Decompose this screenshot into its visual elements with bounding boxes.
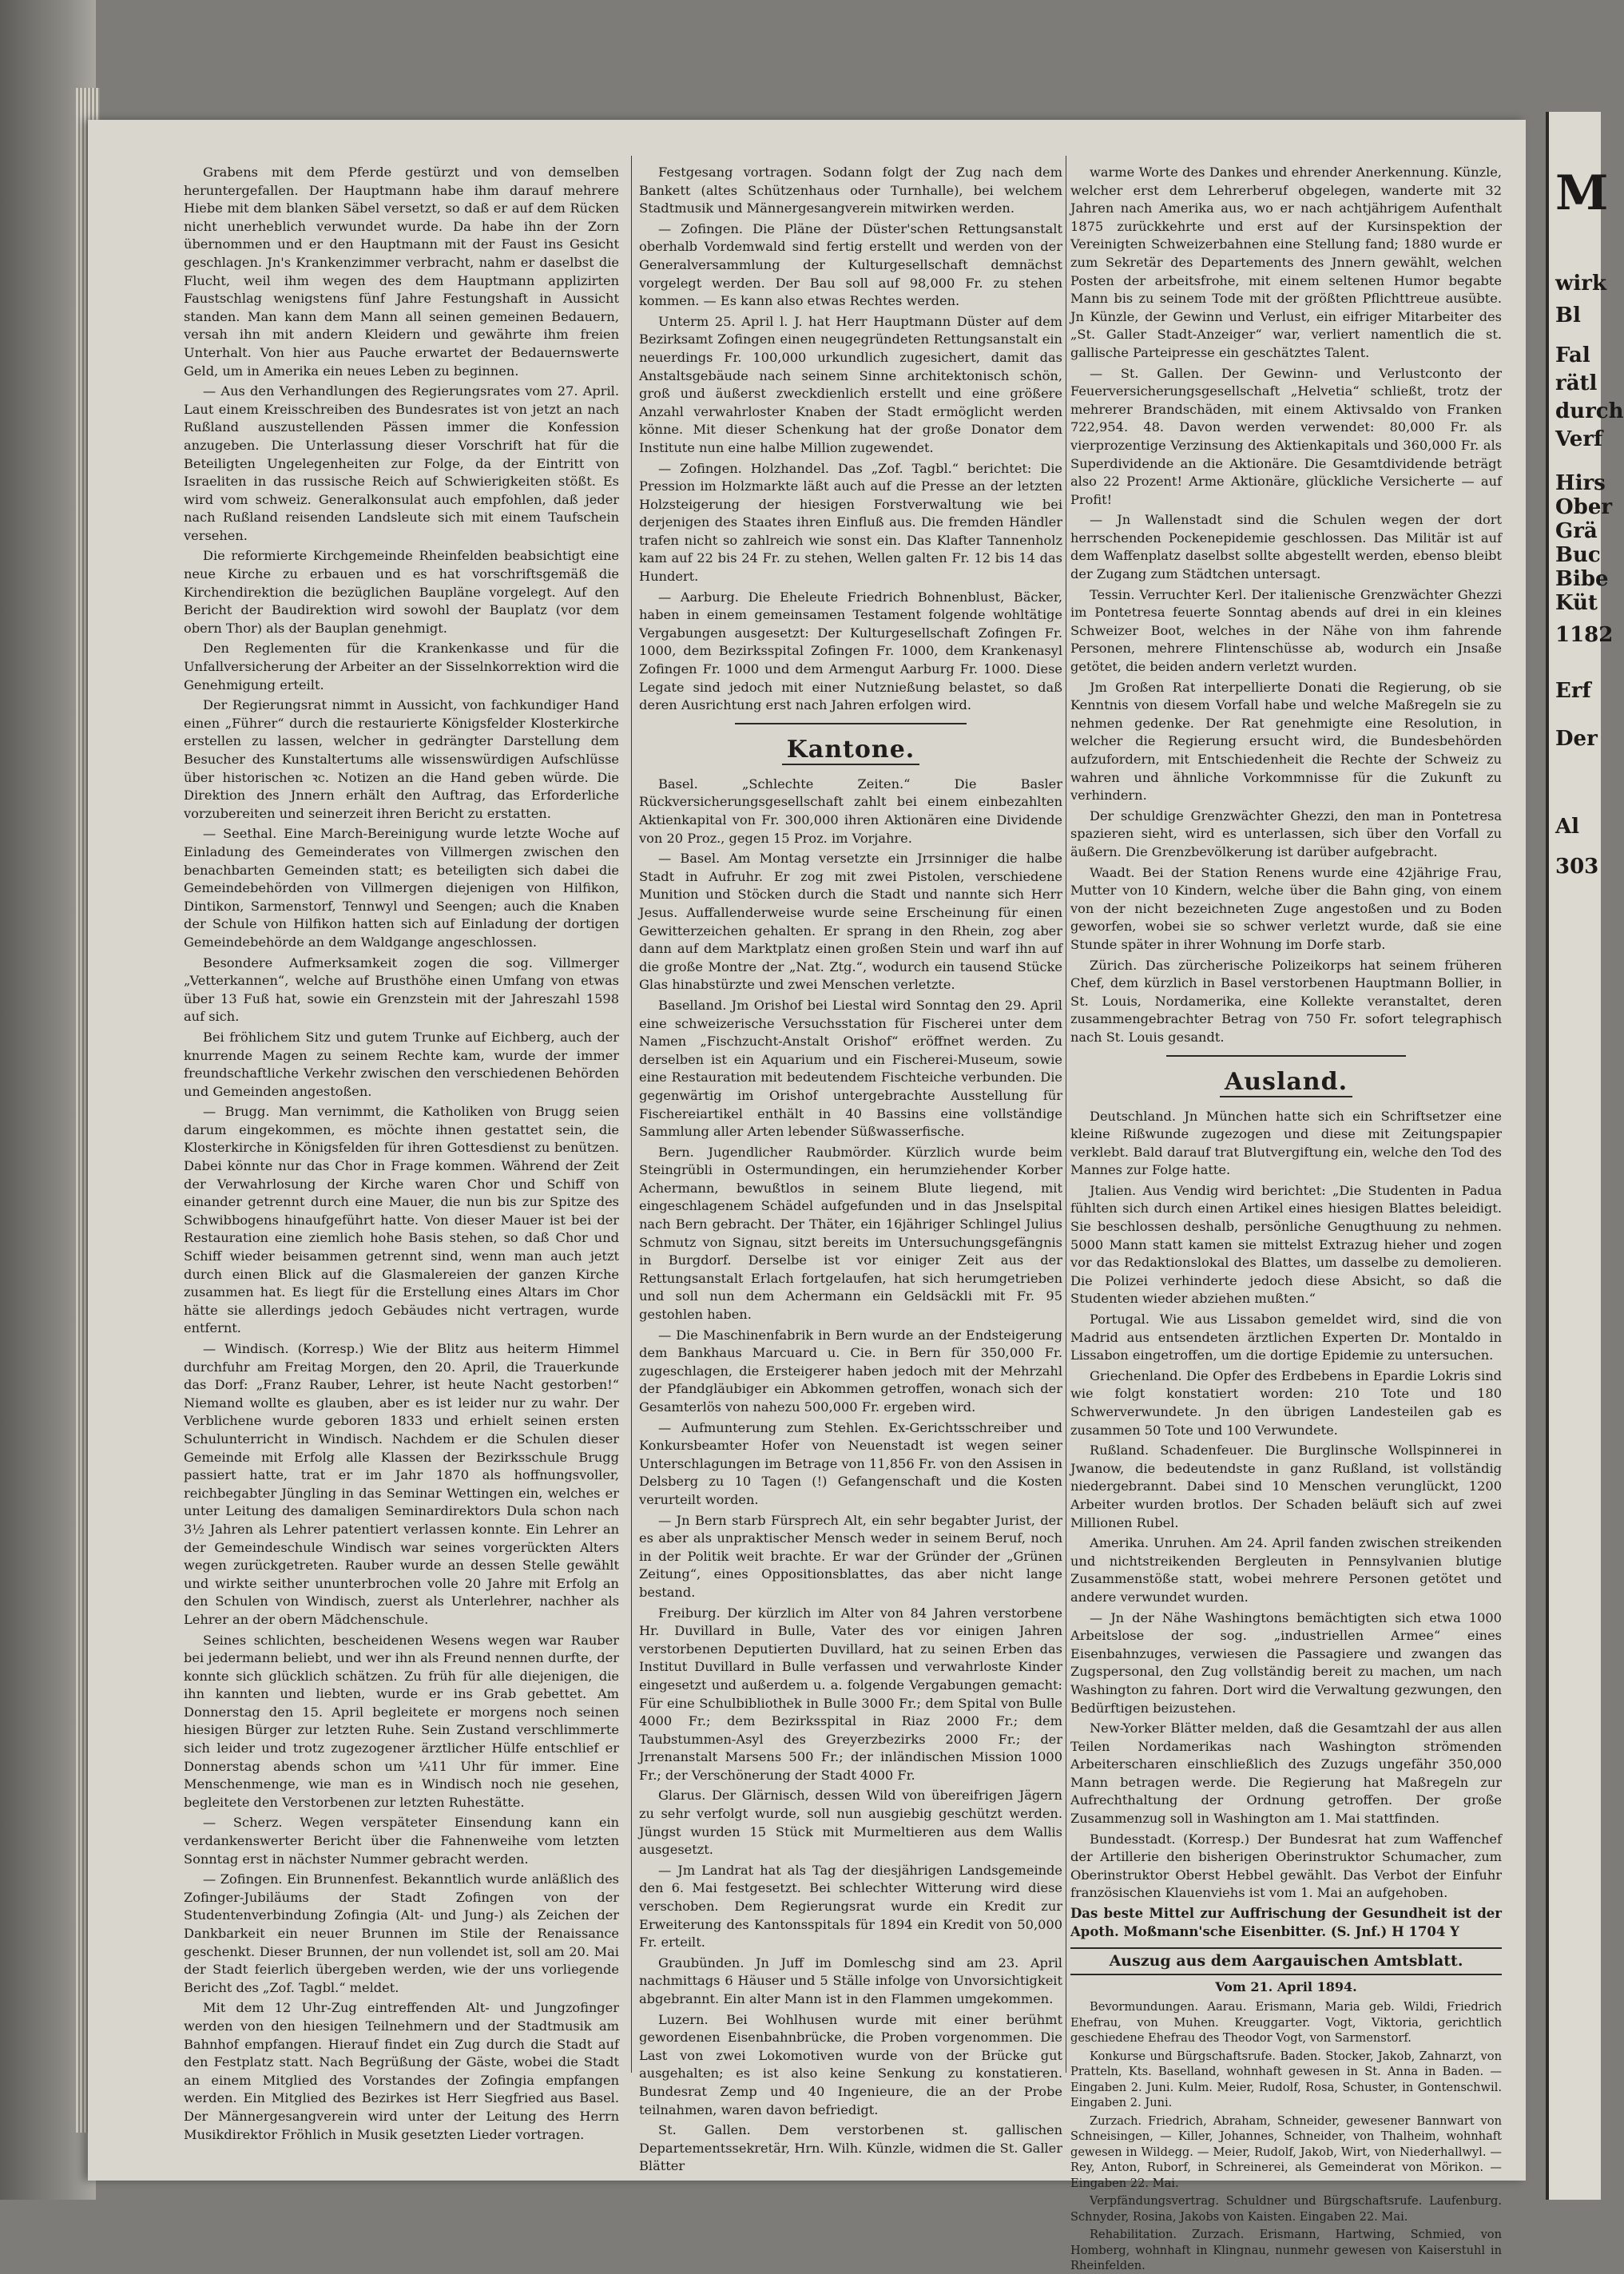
article-paragraph: — Zofingen. Holzhandel. Das „Zof. Tagbl.“ berichtet: Die Pression im Holzmarkte läßt auch auf die Presse an der letzten Holzsteigerung der hiesigen Forstverwaltung wie bei derjenigen des Staates ihren Einfluß aus. Die fremden Händler trafen nicht so zahlreich wie sonst ein. Das Klafter Tannenholz kam auf 22 bis 24 Fr. zu stehen, Wellen galten Fr. 12 bis 14 das Hundert. — [639, 460, 1062, 585]
section-title-ausland: Ausland. — [1070, 1068, 1502, 1097]
article-paragraph: — Brugg. Man vernimmt, die Katholiken von Brugg seien darum eingekommen, es möchte ihnen gestattet sein, die Klosterkirche in Königsfelden für ihren Gottesdienst zu benützen. Dabei könnte nur das Chor in Frage kommen. Während der Zeit der Verwahrlosung der Kirche waren Chor und Schiff von einander getrennt durch eine Mauer, die nun bis zur Spitze des Schwibbogens hinaufgeführt hatte. Von dieser Mauer ist bei der Restauration eine ziemlich hohe Basis stehen, so daß Chor und Schiff wieder beisammen getrennt sind, wenn man auch jetzt durch einen Blick auf die Glasmalereien der ganzen Kirche zusammen hat. Es liegt für die Erstellung eines Altars im Chor hätte sie allerdings jedoch Gebäudes nicht vertragen, wurde entfernt. — [184, 1104, 619, 1336]
next-page-text-fragment: Erf — [1555, 679, 1591, 703]
article-paragraph: Rußland. Schadenfeuer. Die Burglinsche Wollspinnerei in Jwanow, die bedeutendste in ganz Rußland, ist vollständig niedergebrannt. Dabei sind 10 Menschen verunglückt, 1200 Arbeiter wurden brotlos. Der Schaden beläuft sich auf zwei Millionen Rubel. — [1070, 1443, 1502, 1530]
article-paragraph: — Aus den Verhandlungen des Regierungsrates vom 27. April. Laut einem Kreisschreiben des Bundesrates ist von jetzt an nach Rußland auszustellenden Pässen immer die Konfession anzugeben. Die Unterlassung dieser Vorschrift hat für die Beteiligten Ungelegenheiten zur Folge, da der Eintritt von Israeliten in das russische Reich auf Schwierigkeiten stößt. Es wird vom schweiz. Generalkonsulat auch empfohlen, daß jeder nach Rußland reisenden Landsleute sich mit einem Taufschein versehen. — [184, 383, 619, 543]
article-paragraph: — Scherz. Wegen verspäteter Einsendung kann ein verdankenswerter Bericht über die Fahnenweihe vom letzten Sonntag erst in nächster Nummer gebracht werden. — [184, 1815, 619, 1867]
article-paragraph: Bundesstadt. (Korresp.) Der Bundesrat hat zum Waffenchef der Artillerie den bisherigen Oberinstruktor Schumacher, zum Oberinstruktor Oberst Hebbel gewählt. Das Verbot der Einfuhr französischen Klauenviehs ist vom 1. Mai an aufgehoben. — [1070, 1831, 1502, 1901]
article-paragraph: — Jn der Nähe Washingtons bemächtigten sich etwa 1000 Arbeitslose der sog. „industriellen Armee“ eines Eisenbahnzuges, verwiesen die Passagiere und zwangen das Zugspersonal, den Zug vollständig bereit zu machen, um nach Washington zu fahren. Dort wird die Verwaltung gezwungen, den Bedürftigen beizustehen. — [1070, 1609, 1502, 1716]
article-paragraph: Mit dem 12 Uhr-Zug eintreffenden Alt- und Jungzofinger werden von den hiesigen Teilnehmern und der Stadtmusik am Bahnhof empfangen. Hierauf findet ein Zug durch die Stadt auf den Festplatz statt. Nach Begrüßung der Gäste, wobei die Stadt an einem Mitglied des Vorstandes der Zofingia empfangen werden. Ein Mitglied des Bezirkes ist Herr Siegfried aus Basel. Der Männergesangverein wird unter der Leitung des Herrn Musikdirektor Fröhlich in Musik gesetzten Lieder vortragen. — [184, 2000, 619, 2142]
next-page-text-fragment: Ober — [1555, 495, 1613, 519]
article-paragraph: Zürich. Das zürcherische Polizeikorps hat seinem früheren Chef, dem kürzlich in Basel verstorbenen Hauptmann Bollier, in St. Louis, Nordamerika, eine Kollekte veranstaltet, deren zusammengebrachter Betrag von 750 Fr. sofort telegraphisch nach St. Louis gesandt. — [1070, 957, 1502, 1045]
next-page-text-fragment: Der — [1555, 727, 1598, 751]
column-rule — [631, 156, 632, 2073]
next-page-text-fragment: wirk — [1555, 272, 1606, 296]
amtsblatt-entry: Bevormundungen. Aarau. Erismann, Maria geb. Wildi, Friedrich Ehefrau, von Muhen. Kreuggarter. Vogt, Viktoria, gerichtlich geschiedene Ehefrau des Theodor Vogt, von Sarmenstorf. — [1070, 2000, 1502, 2046]
article-paragraph: Seines schlichten, bescheidenen Wesens wegen war Rauber bei jedermann beliebt, und wer ihn als Freund nennen durfte, der konnte sich glücklich schätzen. Zu früh für alle diejenigen, die ihn kannten und liebten, wurde er ins Grab gebettet. Am Donnerstag den 15. April begleitete er morgens noch seinen hiesigen Bürger zur letzten Ruhe. Sein Zustand verschlimmerte sich leider und trotz zugezogener ärztlicher Hülfe entschlief er Donnerstag abends schon um ¼11 Uhr für immer. Eine Menschenmenge, wie man es in Windisch noch nie gesehen, begleitete den Verstorbenen zur letzten Ruhestätte. — [184, 1632, 619, 1810]
article-paragraph: St. Gallen. Dem verstorbenen st. gallischen Departementssekretär, Hrn. Wilh. Künzle, widmen die St. Galler Blätter — [639, 2122, 1062, 2174]
amtsblatt-entry: Verpfändungsvertrag. Schuldner und Bürgschaftsrufe. Laufenburg. Schnyder, Rosina, Jakobs von Kaisten. Eingaben 22. Mai. — [1070, 2194, 1502, 2224]
next-page-text-fragment: M — [1555, 165, 1609, 221]
article-paragraph: Portugal. Wie aus Lissabon gemeldet wird, sind die von Madrid aus entsendeten ärztlichen Experten Dr. Montaldo in Lissabon eingetroffen, um die dortige Epidemie zu untersuchen. — [1070, 1312, 1502, 1363]
next-page-text-fragment: 303 — [1555, 855, 1599, 879]
article-paragraph: Jm Großen Rat interpellierte Donati die Regierung, ob sie Kenntnis von diesem Vorfall habe und welche Maßregeln sie zu nehmen gedenke. Der Rat genehmigte eine Resolution, in welcher die Regierung ersucht wird, die Bundesbehörden aufzufordern, mit Entschiedenheit die Rechte der Schweiz zu wahren und ähnliche Vorkommnisse für die Zukunft zu verhindern. — [1070, 679, 1502, 804]
next-page-text-fragment: Bibe — [1555, 567, 1609, 591]
next-page-text-fragment: Buc — [1555, 543, 1601, 567]
next-page-text-fragment: 1182 — [1555, 623, 1614, 647]
article-paragraph: Basel. „Schlechte Zeiten.“ Die Basler Rückversicherungsgesellschaft zahlt bei einem einbezahlten Aktienkapital von Fr. 300,000 ihren Aktionären eine Dividende von 20 Proz., gegen 15 Proz. im Vorjahre. — [639, 776, 1062, 846]
amtsblatt-entry: Zurzach. Friedrich, Abraham, Schneider, gewesener Bannwart von Schneisingen, — Killer, Johannes, Schneider, von Thalheim, wohnhaft gewesen in Wildegg. — Meier, Rudolf, Jakob, Wirt, von Niederhallwyl. — Rey, Anton, Ruborf, in Schreinerei, als Gemeinderat von Mörikon. — Eingaben 22. Mai. — [1070, 2113, 1502, 2190]
article-paragraph: Graubünden. Jn Juff im Domleschg sind am 23. April nachmittags 6 Häuser und 5 Ställe infolge von Unvorsichtigkeit abgebrannt. Ein alter Mann ist in den Flammen umgekommen. — [639, 1955, 1062, 2006]
amtsblatt-title: Auszug aus dem Aargauischen Amtsblatt. — [1070, 1947, 1502, 1975]
article-paragraph: Der schuldige Grenzwächter Ghezzi, den man in Pontetresa spazieren sieht, wird es unterlassen, sich über den Vorfall zu äußern. Die Grenzbevölkerung ist darüber aufgebracht. — [1070, 808, 1502, 859]
article-paragraph: Der Regierungsrat nimmt in Aussicht, von fachkundiger Hand einen „Führer“ durch die restaurierte Königsfelder Klosterkirche erstellen zu lassen, welcher in gedrängter Darstellung dem Besucher des Kunstaltertums alle wissenswürdigen Aufschlüsse über historischen ꝛc. Notizen an die Hand geben würde. Die Direktion des Jnnern erhält den Auftrag, das Erforderliche vorzubereiten und seinerzeit ihren Bericht zu erstatten. — [184, 697, 619, 821]
article-paragraph: — Basel. Am Montag versetzte ein Jrrsinniger die halbe Stadt in Aufruhr. Er zog mit zwei Pistolen, verschiedene Munition und Stöcken durch die Stadt und nannte sich Herr Jesus. Auffallenderweise wurde seine Erscheinung für einen Gewitterzeichen gehalten. Er sprang in den Rhein, zog aber dann auf dem Marktplatz einen großen Stein und warf ihn auf die große Montre der „Nat. Ztg.“, wodurch ein tausend Stücke Glas hinabstürzte und zwei Menschen verletzte. — [639, 851, 1062, 993]
next-page-text-fragment: Küt — [1555, 591, 1598, 615]
next-page-text-fragment: Al — [1555, 815, 1580, 839]
article-paragraph: Glarus. Der Glärnisch, dessen Wild von übereifrigen Jägern zu sehr verfolgt wurde, soll nun ausgiebig geschützt werden. Jüngst wurden 15 Stück mit Murmeltieren aus dem Wallis ausgesetzt. — [639, 1788, 1062, 1858]
article-paragraph: Amerika. Unruhen. Am 24. April fanden zwischen streikenden und nichtstreikenden Bergleuten in Pennsylvanien blutige Zusammenstöße statt, wobei mehrere Personen getötet und andere verwundet wurden. — [1070, 1535, 1502, 1605]
article-paragraph: — Aarburg. Die Eheleute Friedrich Bohnenblust, Bäcker, haben in einem gemeinsamen Testament folgende wohltätige Vergabungen ausgesetzt: Der Kulturgesellschaft Zofingen Fr. 1000, dem Bezirksspital Zofingen Fr. 1000, dem Krankenasyl Zofingen Fr. 1000 und dem Armengut Aarburg Fr. 1000. Diese Legate sind jedoch mit einer Nutznießung belastet, so daß deren Ausrichtung erst nach Jahren erfolgen wird. — [639, 589, 1062, 713]
article-paragraph: Tessin. Verruchter Kerl. Der italienische Grenzwächter Ghezzi im Pontetresa feuerte Sonntag abends auf drei in ein kleines Schweizer Boot, welches in der Nähe von ihm fahrende Personen, mehrere Flintenschüsse ab, wodurch ein Jnsaße getötet, die beiden andern verletzt wurden. — [1070, 586, 1502, 675]
next-page-text-fragment: Bl — [1555, 304, 1581, 327]
article-paragraph: Bei fröhlichem Sitz und gutem Trunke auf Eichberg, auch der knurrende Magen zu seinem Rechte kam, wurde der immer freundschaftliche Verkehr zwischen den verschiedenen Behörden und Gemeinden angestoßen. — [184, 1029, 619, 1099]
section-divider — [735, 723, 967, 724]
column-1 — [184, 164, 619, 2142]
article-paragraph: — Jn Wallenstadt sind die Schulen wegen der dort herrschenden Pockenepidemie geschlossen. Das Militär ist auf dem Waffenplatz daselbst sollte abgestellt werden, ebenso bleibt der Zugang zum Städtchen untersagt. — [1070, 512, 1502, 582]
next-page-text-fragment: Grä — [1555, 519, 1598, 543]
amtsblatt-date: Vom 21. April 1894. — [1215, 1978, 1357, 1994]
article-paragraph: — Die Maschinenfabrik in Bern wurde an der Endsteigerung dem Bankhaus Marcuard u. Cie. in Bern für 350,000 Fr. zugeschlagen, die Ersteigerer haben jedoch mit der Mehrzahl der Pfandgläubiger ein Abkommen getroffen, wonach sich der Gesamterlös von nahezu 500,000 Fr. ergeben wird. — [639, 1327, 1062, 1415]
article-paragraph: — Zofingen. Die Pläne der Düster'schen Rettungsanstalt oberhalb Vordemwald sind fertig erstellt und werden von der Generalversammlung der Kulturgesellschaft demnächst vorgelegt werden. Der Bau soll auf 98,000 Fr. zu stehen kommen. — Es kann also etwas Rechtes werden. — [639, 220, 1062, 309]
section-title-kantone: Kantone. — [639, 736, 1062, 764]
column-2 — [639, 164, 1062, 2174]
article-paragraph: — Windisch. (Korresp.) Wie der Blitz aus heiterm Himmel durchfuhr am Freitag Morgen, den 20. April, die Trauerkunde das Dorf: „Franz Rauber, Lehrer, ist heute Nacht gestorben!“ Niemand wollte es glauben, aber es ist leider nur zu wahr. Der Verblichene wurde geboren 1833 und erhielt seinen ersten Schulunterricht in Windisch. Nachdem er die Schulen dieser Gemeinde mit Erfolg alle Klassen der Bezirksschule Brugg passiert hatte, trat er im Jahr 1870 als hoffnungsvoller, reichbegabter Jüngling in das Seminar Wettingen ein, welches er unter Leitung des damaligen Seminardirektors Dula schon nach 3½ Jahren als Lehrer patentiert verlassen konnte. Ein Lehrer an der Gemeindeschule Windisch war seines vorgerückten Alters wegen zurückgetreten. Rauber wurde an dessen Stelle gewählt und wirkte seither ununterbrochen volle 20 Jahre mit Erfolg an den Schulen von Windisch, zuerst als Unterlehrer, nachher als Lehrer an der obern Mädchenschule. — [184, 1341, 619, 1627]
article-paragraph: warme Worte des Dankes und ehrender Anerkennung. Künzle, welcher erst dem Lehrerberuf obgelegen, wanderte mit 32 Jahren nach Amerika aus, wo er nach achtjährigem Aufenthalt 1875 zurückkehrte und erst auf der Kursinspektion der Vereinigten Schweizerbahnen eine Stellung fand; 1880 wurde er zum Sekretär des Departements des Jnnern gewählt, welchen Posten der arbeitsfrohe, mit einem seltenen Humor begabte Mann bis zu seinem Tode mit der größten Pflichttreue ausübte. Jn Künzle, der Gewinn und Verlust, ein eifriger Mitarbeiter des „St. Galler Stadt-Anzeiger“ war, verliert namentlich die st. gallische Parteipresse ein geschätztes Talent. — [1070, 165, 1502, 360]
article-paragraph: Grabens mit dem Pferde gestürzt und von demselben heruntergefallen. Der Hauptmann habe ihm darauf mehrere Hiebe mit dem blanken Säbel versetzt, so daß er auf dem Rücken nicht unerheblich verwundet wurde. Da habe ihn der Zorn übernommen und er den Hauptmann mit der Faust ins Gesicht geschlagen. Jn's Krankenzimmer verbracht, nahm er daselbst die Flucht, weil ihm wegen des dem Hauptmann applizirten Faustschlag wenigstens fünf Jahre Festungshaft in Aussicht standen. Man kann dem Mann all seinen gemeinen Bedauern, versah ihn mit andern Kleidern und gewährte ihm freien Unterhalt. Von hier aus Pauche erwartet der Bedauernswerte Geld, um in Amerika ein neues Leben zu beginnen. — [184, 165, 619, 379]
article-paragraph: Die reformierte Kirchgemeinde Rheinfelden beabsichtigt eine neue Kirche zu erbauen und es hat vorschriftsgemäß die Kirchendirektion die bezüglichen Baupläne vorgelegt. Auf den Bericht der Baudirektion wird sowohl der Bauplatz (vor dem obern Thor) als der Bauplan genehmigt. — [184, 548, 619, 636]
article-paragraph: Deutschland. Jn München hatte sich ein Schriftsetzer eine kleine Rißwunde zugezogen und diese mit Zeitungspapier verklebt. Bald darauf trat Blutvergiftung ein, welche den Tod des Mannes zur Folge hatte. — [1070, 1108, 1502, 1178]
article-paragraph: Jtalien. Aus Vendig wird berichtet: „Die Studenten in Padua fühlten sich durch einen Artikel eines hiesigen Blattes beleidigt. Sie beschlossen deshalb, persönliche Genugthuung zu nehmen. 5000 Mann statt kamen sie mittelst Extrazug hieher und zogen vor das Redaktionslokal des Blattes, um dasselbe zu demolieren. Die Polizei verhinderte jedoch diese Absicht, so daß die Studenten wieder abziehen mußten.“ — [1070, 1182, 1502, 1307]
next-page-text-fragment: Hirs — [1555, 471, 1606, 495]
amtsblatt-entry: Rehabilitation. Zurzach. Erismann, Hartwing, Schmied, von Homberg, wohnhaft in Klingnau, nunmehr gewesen von Kaiserstuhl in Rheinfelden. — [1070, 2228, 1502, 2273]
column-3 — [1070, 164, 1502, 2273]
advertisement-notice: Das beste Mittel zur Auffrischung der Gesundheit ist der Apoth. Moßmann'sche Eisenbitter. (S. Jnf.) H 1704 Y — [1070, 1906, 1502, 1939]
next-page-text-fragment: Fal — [1555, 343, 1590, 367]
article-paragraph: New-Yorker Blätter melden, daß die Gesamtzahl der aus allen Teilen Nordamerikas nach Washington strömenden Arbeiterscharen einschließlich des Zuzugs ungefähr 350,000 Mann betragen werde. Die Regierung hat Maßregeln zur Aufrechthaltung der Ordnung getroffen. Der große Zusammenzug soll in Washington am 1. Mai stattfinden. — [1070, 1720, 1502, 1827]
article-paragraph: — Zofingen. Ein Brunnenfest. Bekanntlich wurde anläßlich des Zofinger-Jubiläums der Stadt Zofingen von der Studentenverbindung Zofingia (Alt- und Jung-) als Zeichen der Dankbarkeit ein neuer Brunnen im Stile der Renaissance geschenkt. Dieser Brunnen, der nun vollendet ist, soll am 20. Mai der Stadt feierlich übergeben werden, wie der uns vorliegende Bericht des „Zof. Tagbl.“ meldet. — [184, 1871, 619, 1995]
next-page-edge — [1546, 112, 1624, 2200]
article-paragraph: Freiburg. Der kürzlich im Alter von 84 Jahren verstorbene Hr. Duvillard in Bulle, Vater des vor einigen Jahren verstorbenen Deputierten Duvillard, hat zu seinen Erben das Institut Duvillard in Bulle verfassen und verwahrloste Kinder eingesetzt und außerdem u. a. folgende Vergabungen gemacht: Für eine Schulbibliothek in Bulle 3000 Fr.; dem Spital von Bulle 4000 Fr.; dem Bezirksspital in Riaz 2000 Fr.; dem Taubstummen-Asyl des Greyerzbezirks 2000 Fr.; der Jrrenanstalt Marsens 500 Fr.; der inländischen Mission 1000 Fr.; der Verschönerung der Stadt 4000 Fr. — [639, 1605, 1062, 1783]
article-paragraph: Besondere Aufmerksamkeit zogen die sog. Villmerger „Vetterkannen“, welche auf Brusthöhe einen Umfang von etwas über 13 Fuß hat, sowie ein Grenzstein mit der Jahreszahl 1598 auf sich. — [184, 954, 619, 1025]
article-paragraph: — Seethal. Eine March-Bereinigung wurde letzte Woche auf Einladung des Gemeinderates von Villmergen zwischen den benachbarten Gemeinden statt; es beteiligten sich dabei die Gemeindebehörden von Villmergen diejenigen von Hilfikon, Dintikon, Sarmenstorf, Tennwyl und Seengen; auch die Knaben der Schule von Hilfikon hatten sich auf Einladung der dortigen Gemeindebehörde an dem Waldgange angeschlossen. — [184, 826, 619, 950]
article-paragraph: — Aufmunterung zum Stehlen. Ex-Gerichtsschreiber und Konkursbeamter Hofer von Neuenstadt ist wegen seiner Unterschlagungen im Betrage von 11,856 Fr. von den Assisen in Delsberg zu 10 Tagen (!) Gefangenschaft und die Kosten verurteilt worden. — [639, 1419, 1062, 1507]
article-paragraph: — Jm Landrat hat als Tag der diesjährigen Landsgemeinde den 6. Mai festgesetzt. Bei schlechter Witterung wird diese verschoben. Dem Regierungsrat wurde ein Kredit zur Erweiterung des Kantonsspitals für 1894 ein Kredit von 50,000 Fr. erteilt. — [639, 1862, 1062, 1951]
article-paragraph: Unterm 25. April l. J. hat Herr Hauptmann Düster auf dem Bezirksamt Zofingen einen neugegründeten Rettungsanstalt ein neuerdings Fr. 100,000 urkundlich zugesichert, damit das Anstaltsgebäude nach seinem Sinne architektonisch schön, groß und äußerst zweckdienlich erstellt und eine größere Anzahl verwahrloster Knaben der Stadt ermöglicht werden könne. Mit dieser Schenkung hat der große Donator dem Institute nun eine halbe Million zugewendet. — [639, 313, 1062, 455]
article-paragraph: Den Reglementen für die Krankenkasse und für die Unfallversicherung der Arbeiter an der Sisselnkorrektion wird die Genehmigung erteilt. — [184, 641, 619, 693]
article-paragraph: Baselland. Jm Orishof bei Liestal wird Sonntag den 29. April eine schweizerische Versuchsstation für Fischerei unter dem Namen „Fischzucht-Anstalt Orishof“ eröffnet werden. Zu derselben ist ein Aquarium und ein Fischerei-Museum, sowie eine Restauration mit bedeutendem Fischteiche verbunden. Die gegenwärtig im Orishof untergebrachte Ausstellung für Fischereiartikel enthält in 40 Bassins eine vollständige Sammlung aller Arten lebender Süßwasserfische. — [639, 997, 1062, 1140]
amtsblatt-entry: Konkurse und Bürgschaftsrufe. Baden. Stocker, Jakob, Zahnarzt, von Pratteln, Kts. Baselland, wohnhaft gewesen in St. Anna in Baden. — Eingaben 2. Juni. Kulm. Meier, Rudolf, Rosa, Schuster, in Gontenschwil. Eingaben 2. Juni. — [1070, 2049, 1502, 2110]
article-paragraph: — St. Gallen. Der Gewinn- und Verlustconto der Feuerversicherungsgesellschaft „Helvetia“ schließt, trotz der mehrerer Brandschäden, mit einem Aktivsaldo von Franken 722,954. 48. Davon werden verwendet: 80,000 Fr. als vierprozentige Verzinsung des Aktienkapitals und 360,000 Fr. als Superdividende an die Aktionäre. Die Gesamtdividende beträgt also 22 Prozent! Arme Aktionäre, glückliche Versicherte — auf Profit! — [1070, 365, 1502, 507]
next-page-text-fragment: durch — [1555, 399, 1624, 423]
next-page-text-fragment: rätl — [1555, 371, 1598, 395]
article-paragraph: Festgesang vortragen. Sodann folgt der Zug nach dem Bankett (altes Schützenhaus oder Turnhalle), bei welchem Stadtmusik und Männergesangverein mitwirken werden. — [639, 165, 1062, 216]
article-paragraph: Bern. Jugendlicher Raubmörder. Kürzlich wurde beim Steingrübli in Ostermundingen, ein herumziehender Korber Achermann, bewußtlos in seinem Blute liegend, mit eingeschlagenem Schädel aufgefunden und in das Jnselspital nach Bern gebracht. Der Thäter, ein 16jähriger Schlingel Julius Schmutz von Signau, sitzt bereits im Untersuchungsgefängnis in Burgdorf. Derselbe ist vor einiger Zeit aus der Rettungsanstalt Erlach fortgelaufen, hat sich herumgetrieben und soll nun dem Achermann ein Geldsäckli mit Fr. 95 gestohlen haben. — [639, 1144, 1062, 1323]
article-paragraph: Luzern. Bei Wohlhusen wurde mit einer berühmt gewordenen Eisenbahnbrücke, die Proben vorgenommen. Die Last von zwei Lokomotiven wurde von der Brücke gut ausgehalten; es ist also keine Senkung zu konstatieren. Bundesrat Zemp und 40 Ingenieure, die an der Probe teilnahmen, waren davon befriedigt. — [639, 2011, 1062, 2117]
article-paragraph: Griechenland. Die Opfer des Erdbebens in Epardie Lokris sind wie folgt konstatiert worden: 210 Tote und 180 Schwerverwundete. Jn den übrigen Landesteilen gab es zusammen 50 Tote und 100 Verwundete. — [1070, 1367, 1502, 1438]
section-divider — [1166, 1055, 1406, 1057]
article-paragraph: Waadt. Bei der Station Renens wurde eine 42jährige Frau, Mutter von 10 Kindern, welche über die Bahn ging, von einem von der nicht bezeichneten Zuge angestoßen und zu Boden geworfen, wobei sie so schwer verletzt wurde, daß sie eine Stunde später in ihrer Wohnung im Dorfe starb. — [1070, 864, 1502, 952]
article-paragraph: — Jn Bern starb Fürsprech Alt, ein sehr begabter Jurist, der es aber als unpraktischer Mensch weder in seinem Beruf, noch in der Politik weit brachte. Er war der Gründer der „Grünen Zeitung“, eines Oppositionsblattes, das aber nicht lange bestand. — [639, 1512, 1062, 1600]
next-page-text-fragment: Verf — [1555, 427, 1603, 451]
